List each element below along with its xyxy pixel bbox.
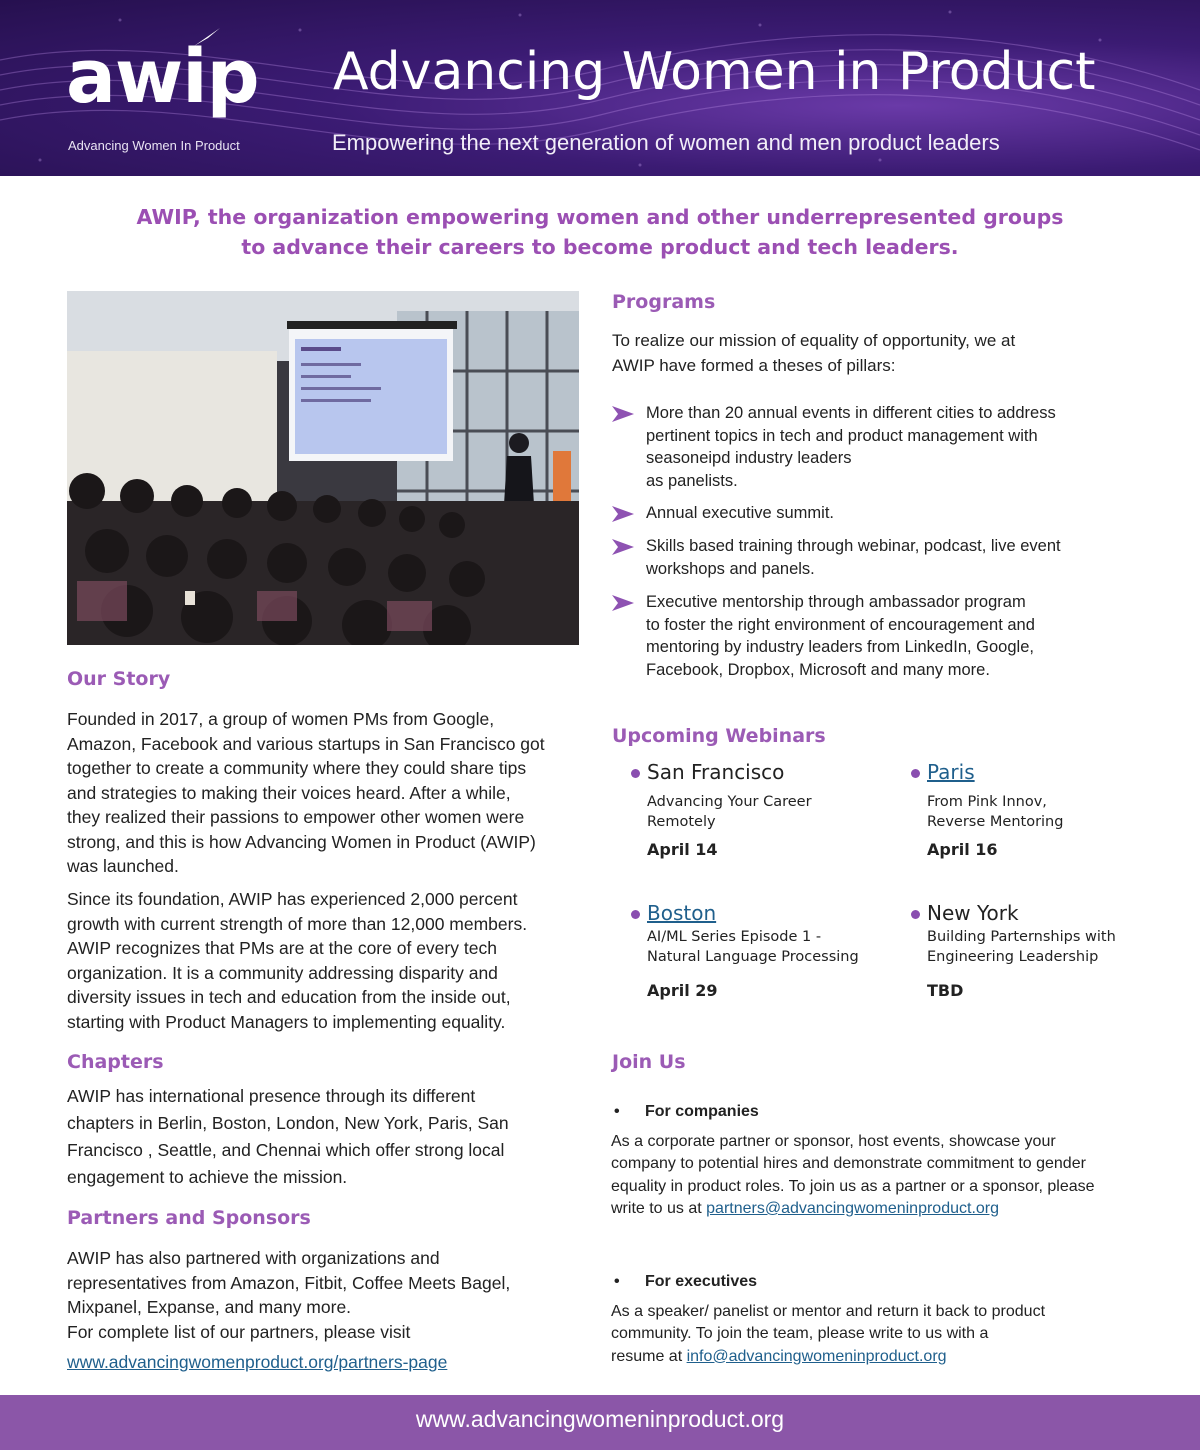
companies-paragraph: As a corporate partner or sponsor, host events, showcase your company to potential hires and demonstrate commitment to gender equality in product roles. To join us as a partner or a sponsor, please write to us at partners@advancingwomeninproduct.org [611, 1133, 1095, 1217]
our-story-heading: Our Story [67, 668, 171, 690]
footer-url-link[interactable]: www.advancingwomeninproduct.org [415, 1406, 785, 1432]
presentation-scene-image [67, 291, 579, 645]
arrow-bullet-icon [612, 538, 634, 556]
tagline: Empowering the next generation of women and men product leaders [332, 130, 1000, 155]
logo-subtitle: Advancing Women In Product [68, 138, 240, 153]
chapters-paragraph: AWIP has international presence through its different chapters in Berlin, Boston, London, New York, Paris, San Francisco , Seattle, and Chennai which offer strong local engagement to achieve the mission. [67, 1086, 509, 1187]
logo: awip [66, 34, 259, 120]
webinar-san-francisco: San Francisco Advancing Your Career Remotely April 14 [629, 760, 889, 870]
paris-link[interactable]: Paris [927, 760, 975, 784]
programs-heading: Programs [612, 291, 716, 313]
mission-statement: AWIP, the organization empowering women and other underrepresented groups to advance their careers to become product and tech leaders. [136, 205, 1064, 259]
webinar-paris: Paris From Pink Innov, Reverse Mentoring April 16 [909, 760, 1169, 870]
arrow-bullet-icon [612, 505, 634, 523]
bullet-dot-icon [631, 910, 640, 919]
our-story-paragraph-2: Since its foundation, AWIP has experienced 2,000 percent growth with current strength of more than 12,000 members. AWIP recognizes that PMs are at the core of every tech organization. It is a community addressing disparity and diversity issues in tech and education from the inside out, starting with Product Managers to implementing equality. [67, 889, 528, 1032]
bullet-dot-icon [911, 910, 920, 919]
partners-heading: Partners and Sponsors [67, 1207, 311, 1229]
webinar-boston: Boston AI/ML Series Episode 1 - Natural Language Processing April 29 [629, 901, 889, 1011]
arrow-bullet-icon [612, 405, 634, 423]
partners-page-link[interactable]: www.advancingwomenproduct.org/partners-page [67, 1352, 448, 1372]
partners-email-link[interactable]: partners@advancingwomeninproduct.org [706, 1199, 1000, 1217]
bullet-dot-icon [631, 769, 640, 778]
our-story-paragraph-1: Founded in 2017, a group of women PMs from Google, Amazon, Facebook and various startups in San Francisco got together to create a community where they could share tips and strategies to making their voices heard. After a while, they realized their passions to empower other women were strong, and this is how Advancing Women in Product (AWIP) was launched. [67, 709, 545, 876]
join-heading: Join Us [612, 1051, 686, 1073]
footer-bar [0, 1395, 1200, 1450]
webinar-new-york: New York Building Parternships with Engineering Leadership TBD [909, 901, 1169, 1011]
bullet-dot-icon [911, 769, 920, 778]
arrow-bullet-icon [612, 594, 634, 612]
event-photo [67, 291, 579, 645]
programs-intro: To realize our mission of equality of opportunity, we at AWIP have formed a theses of pillars: [612, 331, 1016, 375]
boston-link[interactable]: Boston [647, 901, 717, 925]
header-banner [0, 0, 1200, 176]
webinars-heading: Upcoming Webinars [612, 725, 826, 747]
chapters-heading: Chapters [67, 1051, 164, 1073]
partners-paragraph: AWIP has also partnered with organizations and representatives from Amazon, Fitbit, Coffee Meets Bagel, Mixpanel, Expanse, and many more. For complete list of our partners, please visit [67, 1248, 511, 1342]
executives-paragraph: As a speaker/ panelist or mentor and return it back to product community. To join the team, please write to us with a resume at info@advancingwomeninproduct.org [611, 1303, 1046, 1365]
page-title: Advancing Women in Product [333, 42, 1096, 102]
info-email-link[interactable]: info@advancingwomeninproduct.org [686, 1347, 947, 1365]
